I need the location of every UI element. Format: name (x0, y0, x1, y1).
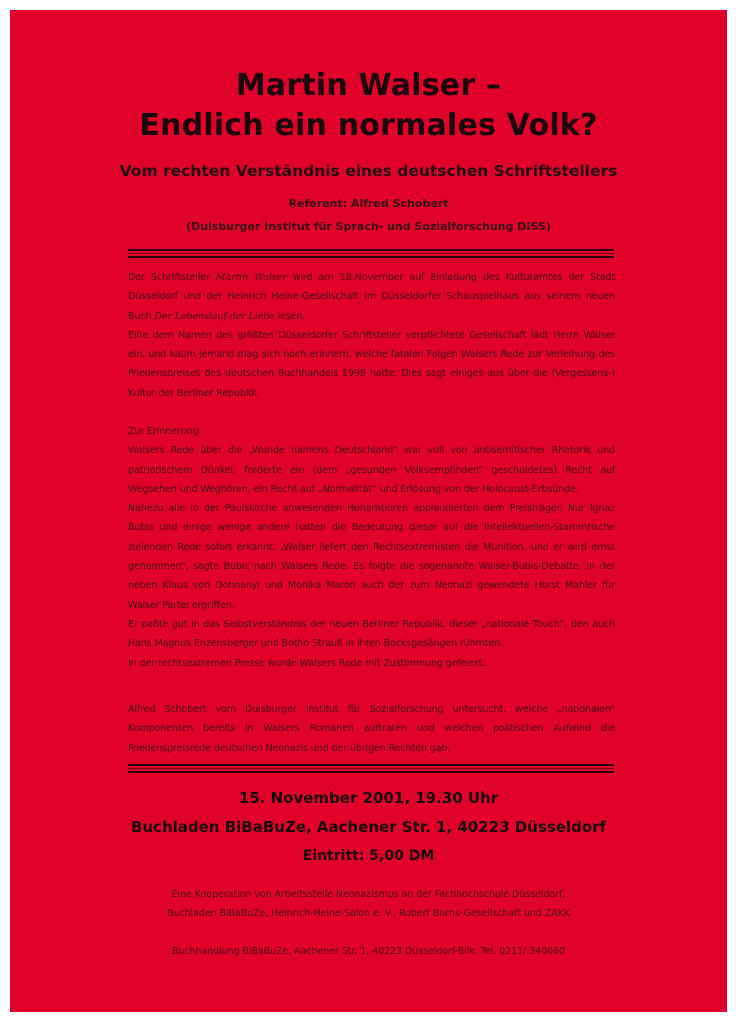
speaker: Referent: Alfred Schobert (288, 197, 449, 210)
book-title: Der Lebenslauf der Liebe (154, 310, 275, 322)
title-line-2: Endlich ein normales Volk? (139, 108, 598, 143)
author-name: Martin Walser (215, 272, 287, 283)
cooperation-line-2: Buchladen BiBaBuZe, Heinrich-Heine-Salon e. V., Robert Burns-Gesellschaft und ZAKK (167, 908, 570, 919)
summary-paragraph: Alfred Schobert vom Duisburger Institut für Sozialforschung untersucht, welche „nationalen“ Komponenten bereits in Walsers Romanen auftraten und welchen politischen Aufwind die Friedenspreisrede deutschen Neonazis und der übrigen Rechten gab. (128, 704, 615, 754)
double-rule-divider (128, 249, 614, 258)
reminder-section (128, 422, 615, 673)
event-admission: Eintritt: 5,00 DM (302, 848, 435, 864)
reminder-paragraph-1: Walsers Rede über die „Wunde namens Deutschland“ war voll von antisemitischer Rhetorik und patriotischem Dünkel, forderte ein (dem „gesunden Volksempfinden“ geschuldetes) Recht auf Wegsehen und Weghören, ein Recht auf „Normalität“ und Erlösung von der Holocaust-Erbsünde. (128, 445, 615, 495)
event-venue: Buchladen BiBaBuZe, Aachener Str. 1, 40223 Düsseldorf (130, 818, 607, 836)
double-rule-divider (128, 764, 614, 773)
contact-line: Buchhandlung BiBaBuZe, Aachener Str. 1, 40223 Düsseldorf-Bilk, Tel. 0211/ 340060 (171, 946, 566, 957)
reminder-heading: Zur Erinnerung: (128, 426, 202, 437)
speaker-affiliation: (Duisburger Institut für Sprach- und Sozialforschung DISS) (186, 220, 551, 233)
reminder-paragraph-3: Er paßte gut in das Selbstverständnis der neuen Berliner Republik, dieser „nationale Touch“, den auch Hans Magnus Enzensberger und Botho Strauß in ihren Bocksgesängen rühmten. (128, 618, 615, 650)
poster (10, 10, 727, 1012)
cooperation-line-1: Eine Kooperation von Arbeitsstelle Neonazismus an der Fachhochschule Düsseldorf, (171, 889, 566, 900)
title-line-1: Martin Walser – (235, 68, 502, 103)
reminder-paragraph-2: Nahezu alle in der Paulskirche anwesenden Honoratioren applaudierten dem Preisträger. Nur Ignaz Bubis und einige wenige andere hatten die Bedeutung dieser auf die Intellektuellen-Stammtische zielenden Rede sofort erkannt. „Walser liefert den Rechtsextremisten die Munition, und er wird ernst genommen“, sagte Bubis nach Walsers Rede. Es folgte die sogenannte Walser-Bubis-Debatte, in der neben Klaus von Dohnanyi und Monika Maron auch der zum Neonazi gewendete Horst Mahler für Walser Partei ergriffen. (128, 503, 615, 611)
intro-section (128, 268, 615, 403)
intro-paragraph-1: Der Schriftsteller Martin Walser wird am 18.November auf Einladung des Kulturamtes der Stadt Düsseldorf und der Heinrich Heine-Gesellschaft im Düsseldorfer Schauspielhaus aus seinem neuen Buch Der Lebenslauf der Liebe lesen. (128, 272, 615, 322)
event-datetime: 15. November 2001, 19.30 Uhr (238, 789, 499, 807)
reminder-paragraph-4: In der rechtsextremen Presse wurde Walsers Rede mit Zustimmung gefeiert. (128, 657, 486, 669)
subtitle: Vom rechten Verständnis eines deutschen Schriftstellers (119, 162, 618, 180)
intro-paragraph-2: Eine dem Namen des größten Düsseldorfer Schriftsteller verpflichtete Gesellschaft lädt Herrn Walser ein, und kaum jemand mag sich noch erinnern, welche fatalen Folgen Walsers Rede zur Verleihung des Friedenspreises des deutschen Buchhandels 1998 hatte. Dies sagt einiges aus über die (Vergessens-) Kultur der Berliner Republik. (128, 329, 615, 399)
